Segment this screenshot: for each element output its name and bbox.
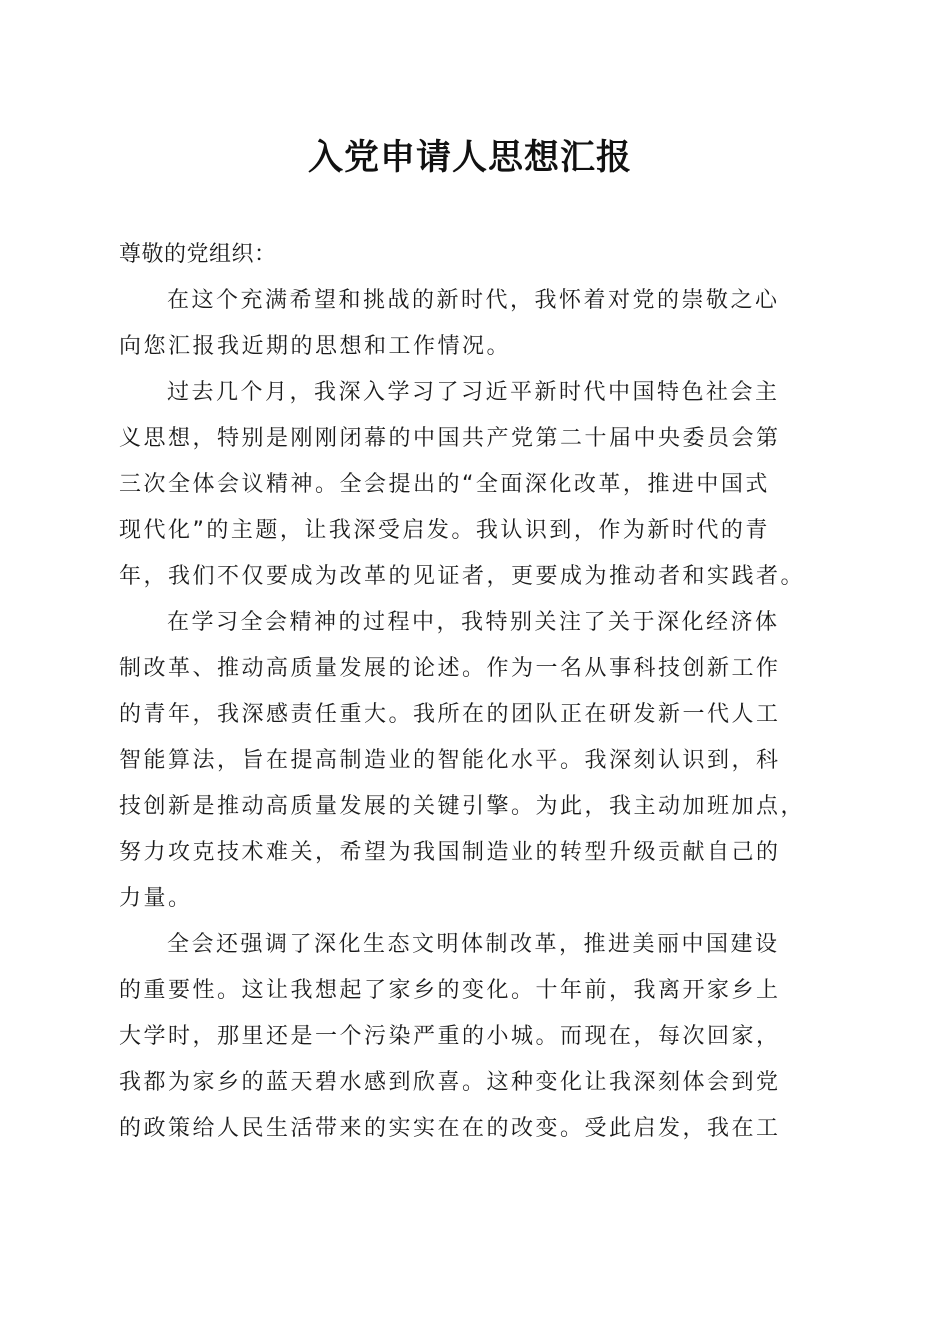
- paragraph-line: 年，我们不仅要成为改革的见证者，更要成为推动者和实践者。: [119, 564, 806, 589]
- paragraph-line: 在学习全会精神的过程中，我特别关注了关于深化经济体: [167, 610, 780, 635]
- paragraph-line: 我都为家乡的蓝天碧水感到欣喜。这种变化让我深刻体会到党: [119, 1070, 781, 1095]
- paragraph-line: 努力攻克技术难关，希望为我国制造业的转型升级贡献自己的: [119, 840, 781, 865]
- paragraph-1: [119, 278, 835, 370]
- paragraph-line: 的政策给人民生活带来的实实在在的改变。受此启发，我在工: [119, 1116, 781, 1141]
- paragraph-line: 向您汇报我近期的思想和工作情况。: [119, 334, 512, 359]
- paragraph-line: 义思想，特别是刚刚闭幕的中国共产党第二十届中央委员会第: [119, 426, 781, 451]
- paragraph-4: [119, 922, 835, 1152]
- document-title: 入党申请人思想汇报: [307, 137, 632, 178]
- paragraph-line: 力量。: [119, 886, 193, 911]
- salutation: 尊敬的党组织：: [119, 242, 277, 267]
- paragraph-line: 技创新是推动高质量发展的关键引擎。为此，我主动加班加点，: [119, 794, 806, 819]
- paragraph-line: 大学时，那里还是一个污染严重的小城。而现在，每次回家，: [119, 1024, 781, 1049]
- paragraph-line: 过去几个月，我深入学习了习近平新时代中国特色社会主: [167, 380, 780, 405]
- paragraph-line: 的青年，我深感责任重大。我所在的团队正在研发新一代人工: [119, 702, 781, 727]
- paragraph-2: [119, 370, 835, 600]
- paragraph-line: 的重要性。这让我想起了家乡的变化。十年前，我离开家乡上: [119, 978, 781, 1003]
- paragraph-line: 智能算法，旨在提高制造业的智能化水平。我深刻认识到，科: [119, 748, 781, 773]
- paragraph-line: 三次全体会议精神。全会提出的“全面深化改革，推进中国式: [119, 472, 770, 497]
- paragraph-line: 制改革、推动高质量发展的论述。作为一名从事科技创新工作: [119, 656, 781, 681]
- paragraph-line: 在这个充满希望和挑战的新时代，我怀着对党的崇敬之心: [167, 288, 780, 313]
- paragraph-line: 现代化”的主题，让我深受启发。我认识到，作为新时代的青: [119, 518, 770, 543]
- paragraph-line: 全会还强调了深化生态文明体制改革，推进美丽中国建设: [167, 932, 780, 957]
- paragraph-3: [119, 600, 835, 922]
- document-body: [119, 232, 835, 1152]
